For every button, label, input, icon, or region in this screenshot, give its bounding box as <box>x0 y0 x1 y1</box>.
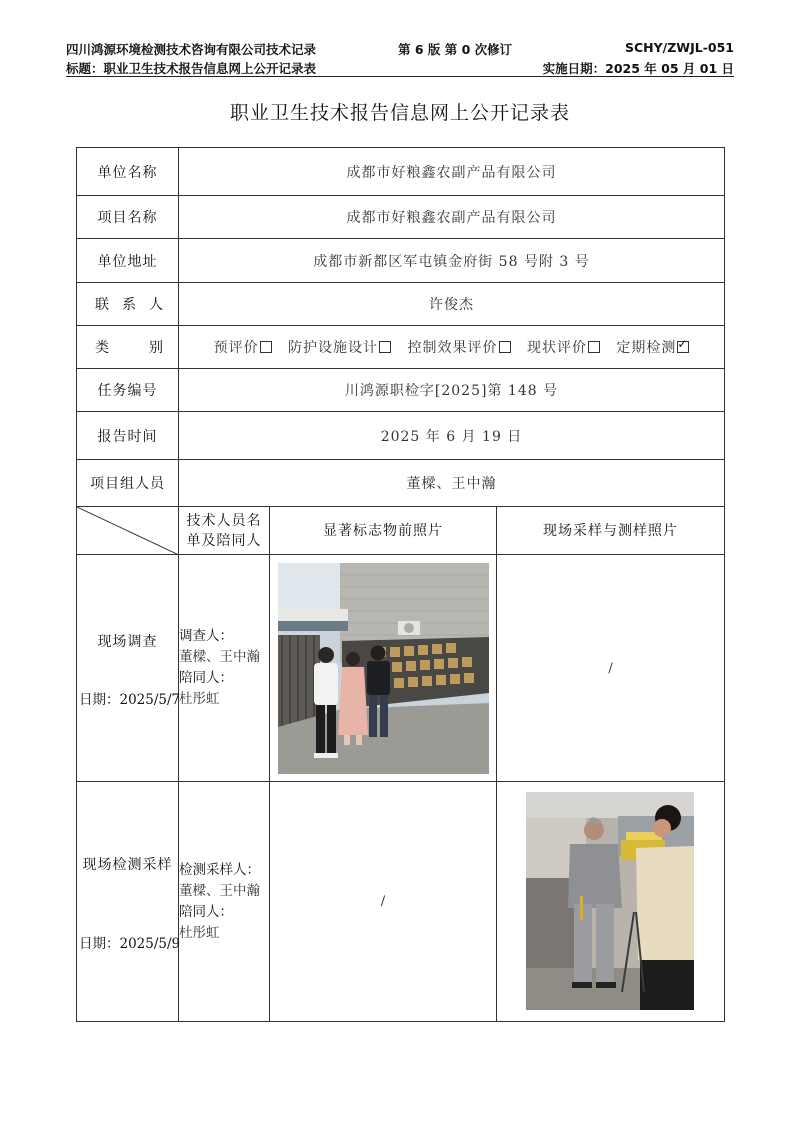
row-project-name <box>77 196 725 239</box>
sampler-names: 董樑、王中瀚 <box>179 882 260 899</box>
contact-label-char: 系 <box>122 297 137 313</box>
row-team <box>77 460 725 507</box>
category-label-char: 别 <box>149 340 164 356</box>
task-no-value: 川鸿源职检字[2025]第 148 号 <box>179 369 725 412</box>
survey-sampling-photo-placeholder: / <box>497 555 725 782</box>
contact-value: 许俊杰 <box>179 283 725 326</box>
companion-role: 陪同人： <box>179 670 233 686</box>
landmark-photo-drawing <box>278 563 489 774</box>
row-address <box>77 239 725 283</box>
category-option-control-effect[interactable] <box>408 340 511 356</box>
option-label: 防护设施设计 <box>288 340 379 356</box>
testing-people <box>179 782 270 1022</box>
survey-people <box>179 555 270 782</box>
testing-sampling-photo <box>526 792 694 1010</box>
unit-name-value: 成都市好粮鑫农副产品有限公司 <box>179 148 725 196</box>
report-time-label: 报告时间 <box>77 412 179 460</box>
document-code: SCHY/ZWJL-051 <box>624 40 734 55</box>
testing-landmark-photo-placeholder: / <box>270 782 497 1022</box>
survey-landmark-photo <box>278 563 489 774</box>
surveyor-role: 调查人： <box>179 628 233 644</box>
address-value: 成都市新都区军屯镇金府街 58 号附 3 号 <box>179 239 725 283</box>
team-label: 项目组人员 <box>77 460 179 507</box>
report-time-value: 2025 年 6 月 19 日 <box>179 412 725 460</box>
testing-sampling-photo-cell <box>497 782 725 1022</box>
row-report-time <box>77 412 725 460</box>
survey-stage-name: 现场调查 <box>97 634 158 650</box>
page-title: 职业卫生技术报告信息网上公开记录表 <box>229 102 570 124</box>
address-label: 单位地址 <box>77 239 179 283</box>
version-label: 第 6 版 第 0 次修订 <box>398 42 513 57</box>
header-rule <box>66 76 734 77</box>
testing-row <box>77 782 725 1022</box>
sampler-role: 检测采样人： <box>179 861 260 878</box>
category-option-status-evaluation[interactable] <box>527 340 600 356</box>
checkbox[interactable] <box>677 341 689 353</box>
category-option-protection-design[interactable] <box>288 340 391 356</box>
surveyor-names: 董樑、王中瀚 <box>179 649 260 665</box>
project-name-label: 项目名称 <box>77 196 179 239</box>
photo-header-row <box>77 507 725 555</box>
row-unit-name <box>77 148 725 196</box>
checkbox[interactable] <box>379 341 391 353</box>
category-label-char: 类 <box>95 340 110 356</box>
option-label: 现状评价 <box>526 340 587 356</box>
effective-date: 实施日期：2025 年 05 月 01 日 <box>542 61 734 76</box>
companion-name: 杜彤虹 <box>179 691 220 707</box>
staff-header-line: 单及陪同人 <box>186 532 262 549</box>
diagonal-line <box>77 507 179 555</box>
survey-stage-cell <box>77 555 179 782</box>
staff-header-line: 技术人员名 <box>186 512 262 529</box>
row-task-no <box>77 369 725 412</box>
diagonal-header-cell <box>77 507 179 555</box>
checkbox[interactable] <box>499 341 511 353</box>
contact-label-char: 人 <box>149 297 164 313</box>
category-option-periodic-testing[interactable] <box>616 340 689 356</box>
testing-date: 日期：2025/5/9 <box>79 936 181 952</box>
staff-header <box>179 507 270 555</box>
companion-role: 陪同人： <box>179 903 233 920</box>
project-name-value: 成都市好粮鑫农副产品有限公司 <box>179 196 725 239</box>
option-label: 控制效果评价 <box>407 340 498 356</box>
category-option-pre-evaluation[interactable] <box>214 340 272 356</box>
survey-landmark-photo-cell <box>270 555 497 782</box>
survey-row <box>77 555 725 782</box>
survey-date: 日期：2025/5/7 <box>79 692 181 708</box>
record-table <box>76 147 725 1022</box>
row-contact <box>77 283 725 326</box>
checkbox[interactable] <box>588 341 600 353</box>
team-value: 董樑、王中瀚 <box>179 460 725 507</box>
checkbox[interactable] <box>260 341 272 353</box>
row-category <box>77 326 725 369</box>
option-label: 定期检测 <box>616 340 677 356</box>
testing-stage-name: 现场检测采样 <box>82 857 173 873</box>
contact-label <box>77 283 179 326</box>
document-subject: 标题：职业卫生技术报告信息网上公开记录表 <box>66 61 317 76</box>
testing-stage-cell <box>77 782 179 1022</box>
option-label: 预评价 <box>213 340 259 356</box>
category-label <box>77 326 179 369</box>
category-options <box>179 326 725 369</box>
task-no-label: 任务编号 <box>77 369 179 412</box>
sampling-photo-header: 现场采样与测样照片 <box>497 507 725 555</box>
company-record-title: 四川鸿源环境检测技术咨询有限公司技术记录 <box>66 42 317 57</box>
contact-label-char: 联 <box>95 297 110 313</box>
sampling-photo-drawing <box>526 792 694 1010</box>
unit-name-label: 单位名称 <box>77 148 179 196</box>
companion-name: 杜彤虹 <box>179 924 220 941</box>
landmark-photo-header: 显著标志物前照片 <box>270 507 497 555</box>
